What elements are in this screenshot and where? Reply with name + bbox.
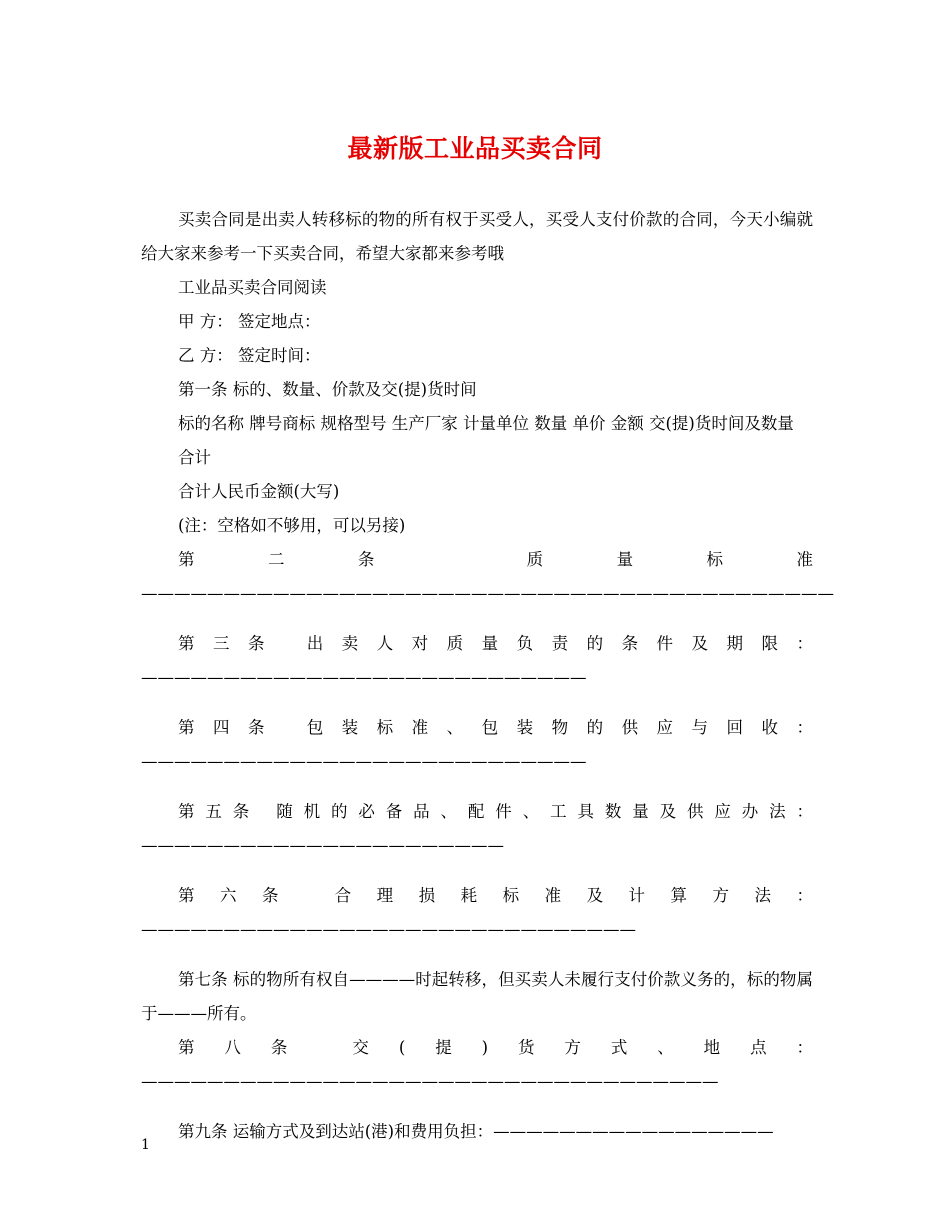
party-b-line: 乙 方： 签定时间：: [178, 346, 321, 365]
clause-9: 第九条 运输方式及到达站(港)和费用负担：—————————————————: [178, 1122, 774, 1141]
page-number: 1: [141, 1137, 150, 1153]
clause-5: 第五条 随机的必备品、配件、工具数量及供应办法：——————————————————————: [141, 802, 813, 855]
clause-1-columns: 标的名称 牌号商标 规格型号 生产厂家 计量单位 数量 单价 金额 交(提)货时间及数量: [178, 414, 794, 433]
intro-paragraph: 买卖合同是出卖人转移标的物的所有权于买受人，买受人支付价款的合同，今天小编就给大家来参考一下买卖合同，希望大家都来参考哦: [141, 210, 813, 263]
clause-2: 第二条 质量标准——————————————————————————————————————————: [141, 550, 834, 603]
clause-7: 第七条 标的物所有权自————时起转移，但买卖人未履行支付价款义务的，标的物属于———所有。: [141, 970, 813, 1023]
clause-4: 第四条 包装标准、包装物的供应与回收：———————————————————————————: [141, 718, 813, 771]
clause-6: 第六条 合理损耗标准及计算方法：——————————————————————————————: [141, 886, 813, 939]
section-heading: 工业品买卖合同阅读: [178, 278, 327, 297]
clause-1: 第一条 标的、数量、价款及交(提)货时间: [178, 380, 477, 399]
party-a-line: 甲 方： 签定地点：: [178, 312, 321, 331]
clause-8: 第八条 交(提)货方式、地点：———————————————————————————————————: [141, 1038, 813, 1091]
total-rmb-line: 合计人民币金额(大写): [178, 482, 340, 501]
total-line: 合计: [178, 448, 211, 467]
clause-3: 第三条 出卖人对质量负责的条件及期限：———————————————————————————: [141, 634, 813, 687]
document-title: 最新版工业品买卖合同: [347, 134, 603, 163]
document-body: [141, 203, 834, 1149]
note-line: (注：空格如不够用，可以另接): [178, 516, 406, 535]
